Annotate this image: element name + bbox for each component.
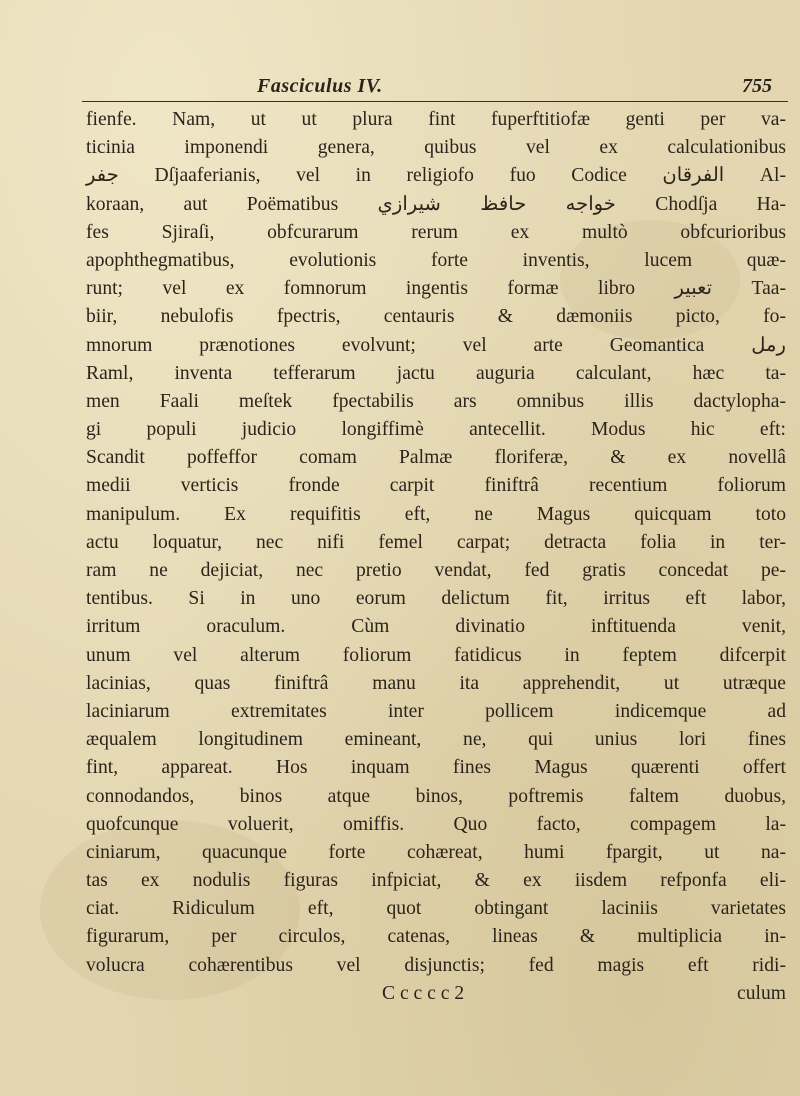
text-line: ciat. Ridiculum eft, quot obtingant laciniis varietates <box>86 898 786 920</box>
text-line: Scandit poffeffor comam Palmæ floriferæ, & ex novellâ <box>86 447 786 469</box>
text-line: quofcunque voluerit, omiffis. Quo facto, compagem la- <box>86 813 786 835</box>
text-line: unum vel alterum foliorum fatidicus in feptem difcerpit <box>86 644 786 666</box>
text-line: runt; vel ex fomnorum ingentis formæ libro تعبير Taa- <box>86 278 786 300</box>
header-title: Fasciculus IV. <box>257 75 383 97</box>
text-line: fes Sjiraſi, obfcurarum rerum ex multò obfcurioribus <box>86 221 786 243</box>
signature-mark: C c c c c 2 <box>382 983 465 1004</box>
text-line: lacinias, quas finiftrâ manu ita apprehendit, ut utræque <box>86 672 786 694</box>
text-line: koraan, aut Poëmatibus خواجه حافظ شيرازي Chodſja Ha- <box>86 193 786 215</box>
text-line: irritum oraculum. Cùm divinatio inftituenda venit, <box>86 616 786 638</box>
text-line: laciniarum extremitates inter pollicem indicemque ad <box>86 700 786 722</box>
text-line: fienfe. Nam, ut ut plura fint fuperftitiofæ genti per va- <box>86 109 786 130</box>
text-line: volucra cohærentibus vel disjunctis; fed magis eft ridi- <box>86 954 786 976</box>
text-line: mnorum prænotiones evolvunt; vel arte Geomantica رمل <box>86 334 786 356</box>
text-line: men Faali meſtek fpectabilis ars omnibus illis dactylopha- <box>86 390 786 412</box>
running-header <box>82 73 788 102</box>
text-line: biir, nebulofis fpectris, centauris & dæmoniis picto, fo- <box>86 306 786 328</box>
text-line: ciniarum, quacunque forte cohæreat, humi fpargit, ut na- <box>86 841 786 863</box>
text-line: manipulum. Ex requifitis eft, ne Magus quicquam toto <box>86 503 786 525</box>
text-line: tas ex nodulis figuras infpiciat, & ex iisdem refponfa eli- <box>86 870 786 892</box>
catchword: culum <box>737 983 786 1004</box>
body-text <box>86 106 786 980</box>
text-line: جفر Dſjaaferianis, vel in religiofo fuo Codice الفرقان Al- <box>86 165 786 187</box>
text-line: actu loquatur, nec nifi femel carpat; detracta folia in ter- <box>86 531 786 553</box>
text-line: Raml, inventa tefferarum jactu auguria calculant, hæc ta- <box>86 362 786 384</box>
text-line: apophthegmatibus, evolutionis forte inventis, lucem quæ- <box>86 249 786 271</box>
page-number: 755 <box>742 75 772 97</box>
text-line: figurarum, per circulos, catenas, lineas & multiplicia in- <box>86 926 786 948</box>
text-line: medii verticis fronde carpit finiftrâ recentium foliorum <box>86 475 786 497</box>
text-line: fint, appareat. Hos inquam fines Magus quærenti offert <box>86 757 786 779</box>
text-line: ram ne dejiciat, nec pretio vendat, fed gratis concedat pe- <box>86 560 786 581</box>
text-line: gi populi judicio longiffimè antecellit. Modus hic eft: <box>86 419 786 441</box>
page-footer <box>86 980 786 1008</box>
text-line: æqualem longitudinem emineant, ne, qui unius lori fines <box>86 729 786 751</box>
text-line: connodandos, binos atque binos, poftremis faltem duobus, <box>86 785 786 807</box>
text-line: tentibus. Si in uno eorum delictum fit, irritus eft labor, <box>86 588 786 610</box>
text-line: ticinia imponendi genera, quibus vel ex calculationibus <box>86 137 786 159</box>
